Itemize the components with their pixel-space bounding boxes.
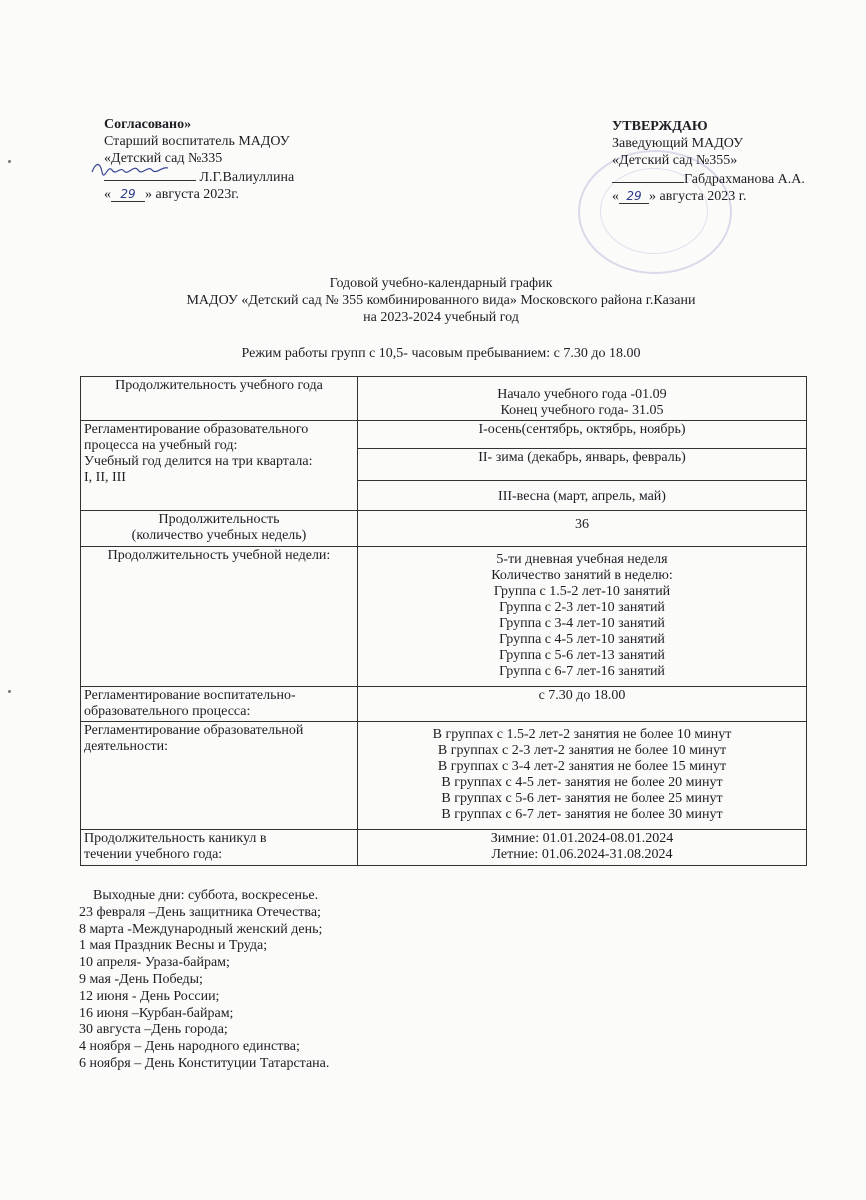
approve-signer-line bbox=[612, 169, 852, 188]
row-label bbox=[81, 830, 358, 866]
row-label: Продолжительность учебной недели: bbox=[81, 547, 358, 687]
lesson-details bbox=[358, 722, 807, 830]
list-item: 30 августа –День города; bbox=[79, 1022, 228, 1038]
lesson-line: В группах с 3-4 лет-2 занятия не более 15 минут bbox=[437, 759, 727, 774]
table-row bbox=[81, 830, 807, 866]
quarter-autumn: I-осень(сентябрь, октябрь, ноябрь) bbox=[358, 421, 807, 449]
agreed-signer: Л.Г.Валиуллина bbox=[199, 170, 295, 185]
week-line: Группа с 4-5 лет-10 занятий bbox=[499, 632, 665, 647]
list-item: 1 мая Праздник Весны и Труда; bbox=[79, 938, 268, 954]
approve-signer: Габдрахманова А.А. bbox=[684, 172, 805, 187]
label-line: I, II, III bbox=[84, 470, 126, 485]
date-rest: » августа 2023г. bbox=[145, 187, 239, 202]
weeks-count: 36 bbox=[358, 511, 807, 547]
date-open-quote: « bbox=[612, 189, 619, 204]
scan-speck bbox=[8, 160, 11, 163]
lesson-line: В группах с 5-6 лет- занятия не более 25 минут bbox=[441, 791, 723, 806]
approve-heading: УТВЕРЖДАЮ bbox=[612, 119, 708, 134]
document-subtitle: МАДОУ «Детский сад № 355 комбинированного вида» Московского района г.Казани bbox=[186, 293, 696, 308]
list-item: 6 ноября – День Конституции Татарстана. bbox=[79, 1055, 330, 1071]
approve-position: Заведующий МАДОУ bbox=[612, 136, 743, 151]
date-day: 29 bbox=[619, 190, 649, 204]
date-day: 29 bbox=[111, 188, 145, 202]
week-line: Группа с 5-6 лет-13 занятий bbox=[499, 648, 665, 663]
week-line: Группа с 3-4 лет-10 занятий bbox=[499, 616, 665, 631]
week-line: Количество занятий в неделю: bbox=[491, 568, 673, 583]
list-item: 4 ноября – День народного единства; bbox=[79, 1039, 300, 1055]
row-label bbox=[81, 687, 358, 722]
table-row bbox=[81, 722, 807, 830]
list-item: 8 марта -Международный женский день; bbox=[79, 921, 323, 937]
label-line: Учебный год делится на три квартала: bbox=[84, 454, 313, 469]
list-item: 23 февраля –День защитника Отечества; bbox=[79, 904, 321, 920]
handwritten-signature-left bbox=[90, 160, 170, 178]
row-label bbox=[81, 511, 358, 547]
label-line: Регламентирование воспитательно- bbox=[84, 688, 296, 703]
approve-date bbox=[612, 188, 852, 205]
date-open-quote: « bbox=[104, 187, 111, 202]
row-label: Продолжительность учебного года bbox=[81, 377, 358, 421]
summer-holidays: Летние: 01.06.2024-31.08.2024 bbox=[491, 847, 673, 862]
work-mode: Режим работы групп с 10,5- часовым пребыванием: с 7.30 до 18.00 bbox=[241, 346, 641, 361]
label-line: Регламентирование образовательной bbox=[84, 723, 304, 738]
lesson-line: В группах с 6-7 лет- занятия не более 30 минут bbox=[441, 807, 723, 822]
approval-block-right bbox=[612, 118, 852, 205]
quarter-winter: II- зима (декабрь, январь, февраль) bbox=[358, 449, 807, 481]
label-line: Продолжительность каникул в bbox=[84, 831, 267, 846]
start-date: Начало учебного года -01.09 bbox=[497, 387, 667, 402]
quarter-spring: III-весна (март, апрель, май) bbox=[358, 481, 807, 511]
winter-holidays: Зимние: 01.01.2024-08.01.2024 bbox=[490, 831, 674, 846]
label-line: течении учебного года: bbox=[84, 847, 223, 862]
label-line: Продолжительность bbox=[158, 512, 280, 527]
signature-line bbox=[612, 169, 684, 183]
agreed-heading: Согласовано» bbox=[104, 117, 192, 132]
table-row bbox=[81, 547, 807, 687]
week-line: Группа с 6-7 лет-16 занятий bbox=[499, 664, 665, 679]
list-item: Выходные дни: суббота, воскресенье. bbox=[93, 888, 319, 903]
week-line: Группа с 2-3 лет-10 занятий bbox=[499, 600, 665, 615]
list-item: 9 мая -День Победы; bbox=[79, 971, 203, 987]
agreed-date bbox=[104, 186, 364, 203]
week-details bbox=[358, 547, 807, 687]
academic-year: на 2023-2024 учебный год bbox=[363, 310, 519, 325]
agreed-org: «Детский сад №335 bbox=[104, 151, 223, 166]
table-row bbox=[81, 511, 807, 547]
table-row bbox=[81, 377, 807, 421]
row-label bbox=[81, 722, 358, 830]
table-row bbox=[81, 687, 807, 722]
label-line: образовательного процесса: bbox=[84, 704, 251, 719]
label-line: Регламентирование образовательного bbox=[84, 422, 309, 437]
label-line: деятельности: bbox=[84, 739, 169, 754]
list-item: 10 апреля- Ураза-байрам; bbox=[79, 955, 230, 971]
document-title: Годовой учебно-календарный график bbox=[329, 276, 553, 291]
list-item: 12 июня - День России; bbox=[79, 988, 220, 1004]
week-line: Группа с 1.5-2 лет-10 занятий bbox=[493, 584, 671, 599]
lesson-line: В группах с 1.5-2 лет-2 занятия не более 10 минут bbox=[432, 727, 732, 742]
list-item: 16 июня –Курбан-байрам; bbox=[79, 1005, 234, 1021]
hours-value: с 7.30 до 18.00 bbox=[358, 687, 807, 722]
end-date: Конец учебного года- 31.05 bbox=[500, 403, 664, 418]
approve-org: «Детский сад №355» bbox=[612, 153, 738, 168]
schedule-table bbox=[80, 376, 807, 866]
row-label bbox=[81, 421, 358, 511]
holidays-list bbox=[79, 888, 329, 1073]
lesson-line: В группах с 4-5 лет- занятия не более 20 минут bbox=[441, 775, 723, 790]
agreed-position: Старший воспитатель МАДОУ bbox=[104, 134, 290, 149]
scan-speck bbox=[8, 690, 11, 693]
holidays-values bbox=[358, 830, 807, 866]
row-value bbox=[358, 377, 807, 421]
label-line: процесса на учебный год: bbox=[84, 438, 238, 453]
label-line: (количество учебных недель) bbox=[131, 528, 307, 543]
lesson-line: В группах с 2-3 лет-2 занятия не более 10 минут bbox=[437, 743, 727, 758]
table-row bbox=[81, 421, 807, 449]
date-rest: » августа 2023 г. bbox=[649, 189, 747, 204]
week-line: 5-ти дневная учебная неделя bbox=[496, 552, 668, 567]
